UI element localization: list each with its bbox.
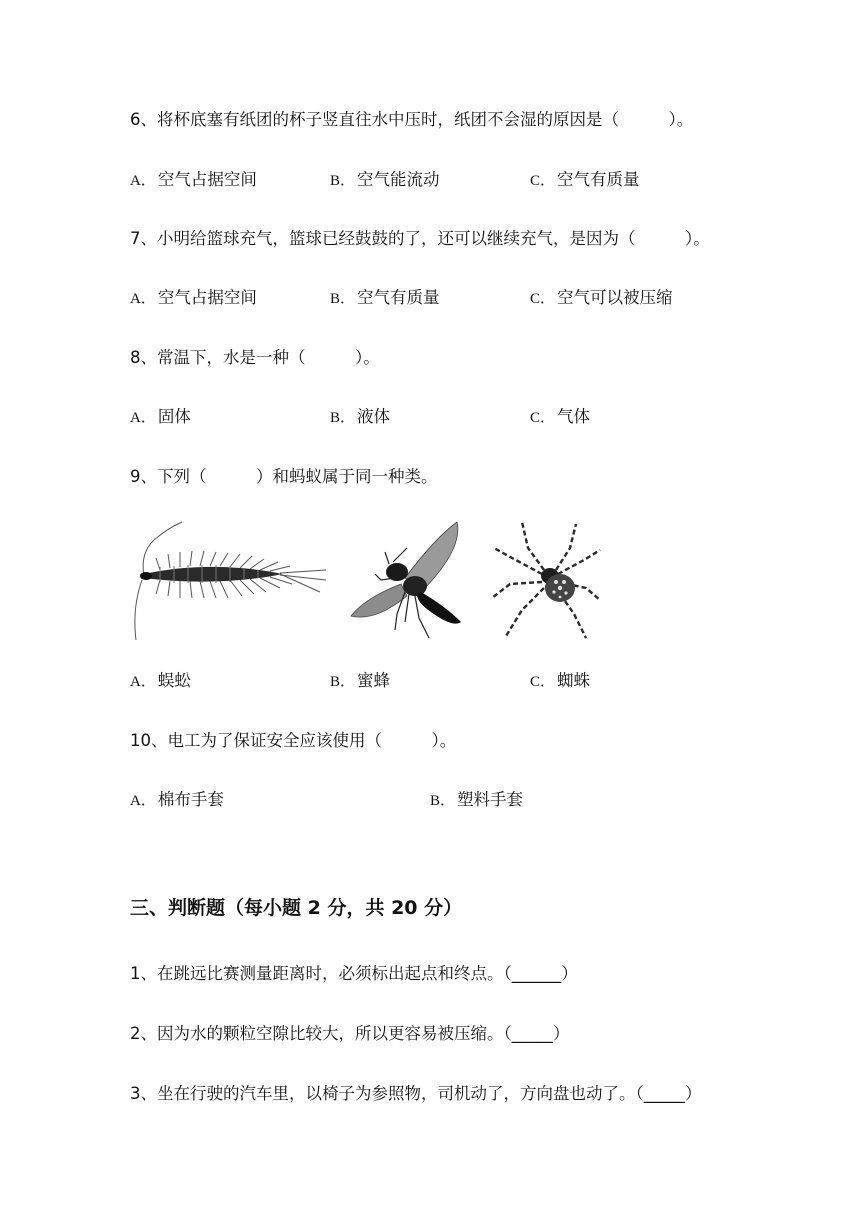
q10-option-b: B． 塑料手套 [430, 790, 524, 809]
q6-option-a: A． 空气占据空间 [130, 170, 257, 189]
q6-option-b: B． 空气能流动 [330, 170, 440, 189]
q9-option-a: A． 蜈蚣 [130, 671, 191, 690]
section-3-title: 三、判断题（每小题 2 分，共 20 分） [130, 897, 463, 919]
q6-option-c: C． 空气有质量 [530, 170, 640, 189]
question-6-stem: 6、将杯底塞有纸团的杯子竖直往水中压时，纸团不会湿的原因是（ ）。 [130, 110, 694, 129]
question-10-stem: 10、电工为了保证安全应该使用（ ）。 [130, 731, 457, 750]
q9-option-b: B． 蜜蜂 [330, 671, 391, 690]
q7-option-b: B． 空气有质量 [330, 288, 440, 307]
bee-image [345, 518, 473, 643]
judge-item-2: 2、因为水的颗粒空隙比较大，所以更容易被压缩。（_____） [130, 1024, 570, 1043]
question-7-stem: 7、小明给篮球充气，篮球已经鼓鼓的了，还可以继续充气，是因为（ ）。 [130, 229, 710, 248]
question-9-stem: 9、下列（ ）和蚂蚁属于同一种类。 [130, 467, 438, 486]
centipede-image [130, 518, 330, 643]
q10-option-a: A． 棉布手套 [130, 790, 224, 809]
spider-image [488, 518, 606, 643]
q9-option-c: C． 蜘蛛 [530, 671, 591, 690]
q8-option-c: C． 气体 [530, 407, 591, 426]
judge-item-3: 3、坐在行驶的汽车里，以椅子为参照物，司机动了，方向盘也动了。（_____） [130, 1084, 702, 1103]
q7-option-c: C． 空气可以被压缩 [530, 288, 673, 307]
q7-option-a: A． 空气占据空间 [130, 288, 257, 307]
judge-item-1: 1、在跳远比赛测量距离时，必须标出起点和终点。（______） [130, 964, 578, 983]
q8-option-a: A． 固体 [130, 407, 191, 426]
q8-option-b: B． 液体 [330, 407, 391, 426]
question-8-stem: 8、常温下，水是一种（ ）。 [130, 348, 380, 367]
